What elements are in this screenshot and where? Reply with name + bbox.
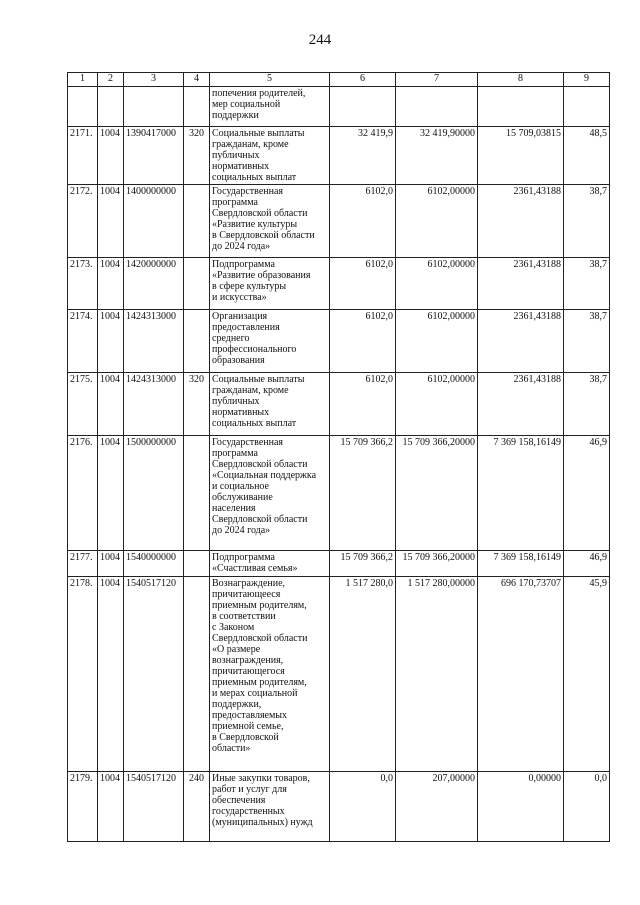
execution-percent: 46,9 bbox=[564, 436, 610, 551]
row-number: 2175. bbox=[68, 373, 98, 436]
approved-amount: 15 709 366,2 bbox=[330, 436, 396, 551]
row-number: 2171. bbox=[68, 127, 98, 185]
table-row bbox=[68, 185, 610, 258]
execution-percent: 38,7 bbox=[564, 185, 610, 258]
item-name: Подпрограмма «Счастливая семья» bbox=[210, 551, 330, 577]
column-header: 4 bbox=[184, 73, 210, 87]
expense-type-code bbox=[184, 551, 210, 577]
budget-assignment: 6102,00000 bbox=[396, 258, 478, 310]
executed-amount: 2361,43188 bbox=[478, 310, 564, 373]
item-name: Иные закупки товаров, работ и услуг для обеспечения государственных (муниципальных) нужд bbox=[210, 772, 330, 842]
budget-assignment: 6102,00000 bbox=[396, 373, 478, 436]
executed-amount: 2361,43188 bbox=[478, 373, 564, 436]
executed-amount: 2361,43188 bbox=[478, 258, 564, 310]
target-article-code: 1400000000 bbox=[124, 185, 184, 258]
table-row bbox=[68, 258, 610, 310]
expense-type-code bbox=[184, 310, 210, 373]
column-header: 3 bbox=[124, 73, 184, 87]
budget-assignment: 6102,00000 bbox=[396, 310, 478, 373]
expense-type-code: 240 bbox=[184, 772, 210, 842]
row-number: 2172. bbox=[68, 185, 98, 258]
budget-table bbox=[67, 72, 610, 842]
section-code: 1004 bbox=[98, 373, 124, 436]
execution-percent: 46,9 bbox=[564, 551, 610, 577]
expense-type-code bbox=[184, 258, 210, 310]
approved-amount: 15 709 366,2 bbox=[330, 551, 396, 577]
executed-amount bbox=[478, 87, 564, 127]
item-name: попечения родителей, мер социальной поддержки bbox=[210, 87, 330, 127]
column-header: 8 bbox=[478, 73, 564, 87]
expense-type-code: 320 bbox=[184, 127, 210, 185]
row-number: 2174. bbox=[68, 310, 98, 373]
executed-amount: 7 369 158,16149 bbox=[478, 436, 564, 551]
section-code: 1004 bbox=[98, 310, 124, 373]
budget-assignment: 6102,00000 bbox=[396, 185, 478, 258]
item-name: Государственная программа Свердловской области «Социальная поддержка и социальное обслуживание населения Свердловской области до 2024 года» bbox=[210, 436, 330, 551]
table-row bbox=[68, 436, 610, 551]
expense-type-code bbox=[184, 87, 210, 127]
approved-amount: 0,0 bbox=[330, 772, 396, 842]
row-number: 2173. bbox=[68, 258, 98, 310]
table-row bbox=[68, 310, 610, 373]
approved-amount: 6102,0 bbox=[330, 185, 396, 258]
target-article-code: 1420000000 bbox=[124, 258, 184, 310]
target-article-code: 1500000000 bbox=[124, 436, 184, 551]
expense-type-code bbox=[184, 185, 210, 258]
row-number: 2178. bbox=[68, 577, 98, 772]
section-code: 1004 bbox=[98, 436, 124, 551]
table-row bbox=[68, 577, 610, 772]
header-row bbox=[68, 73, 610, 87]
row-number: 2176. bbox=[68, 436, 98, 551]
section-code: 1004 bbox=[98, 577, 124, 772]
column-header: 7 bbox=[396, 73, 478, 87]
approved-amount: 32 419,9 bbox=[330, 127, 396, 185]
budget-assignment: 15 709 366,20000 bbox=[396, 436, 478, 551]
section-code: 1004 bbox=[98, 772, 124, 842]
table-row bbox=[68, 127, 610, 185]
section-code bbox=[98, 87, 124, 127]
target-article-code: 1390417000 bbox=[124, 127, 184, 185]
table-row bbox=[68, 87, 610, 127]
budget-assignment: 207,00000 bbox=[396, 772, 478, 842]
page-number: 244 bbox=[308, 32, 332, 48]
execution-percent: 0,0 bbox=[564, 772, 610, 842]
section-code: 1004 bbox=[98, 127, 124, 185]
section-code: 1004 bbox=[98, 258, 124, 310]
execution-percent: 38,7 bbox=[564, 373, 610, 436]
execution-percent: 38,7 bbox=[564, 258, 610, 310]
column-header: 9 bbox=[564, 73, 610, 87]
target-article-code: 1424313000 bbox=[124, 310, 184, 373]
table-row bbox=[68, 772, 610, 842]
row-number: 2177. bbox=[68, 551, 98, 577]
column-header: 2 bbox=[98, 73, 124, 87]
target-article-code: 1540517120 bbox=[124, 577, 184, 772]
approved-amount: 6102,0 bbox=[330, 310, 396, 373]
approved-amount: 6102,0 bbox=[330, 373, 396, 436]
executed-amount: 2361,43188 bbox=[478, 185, 564, 258]
approved-amount bbox=[330, 87, 396, 127]
section-code: 1004 bbox=[98, 551, 124, 577]
target-article-code: 1540000000 bbox=[124, 551, 184, 577]
section-code: 1004 bbox=[98, 185, 124, 258]
execution-percent: 48,5 bbox=[564, 127, 610, 185]
execution-percent: 38,7 bbox=[564, 310, 610, 373]
target-article-code: 1540517120 bbox=[124, 772, 184, 842]
executed-amount: 0,00000 bbox=[478, 772, 564, 842]
approved-amount: 6102,0 bbox=[330, 258, 396, 310]
target-article-code bbox=[124, 87, 184, 127]
budget-assignment: 15 709 366,20000 bbox=[396, 551, 478, 577]
table-row bbox=[68, 373, 610, 436]
column-header: 5 bbox=[210, 73, 330, 87]
column-header: 6 bbox=[330, 73, 396, 87]
execution-percent bbox=[564, 87, 610, 127]
execution-percent: 45,9 bbox=[564, 577, 610, 772]
expense-type-code bbox=[184, 436, 210, 551]
item-name: Вознаграждение, причитающееся приемным родителям, в соответствии с Законом Свердловской области «О размере вознаграждения, причитающегося приемным родителям, и мерах социальной поддержки, предоставляемых приемной семье, в Свердловской области» bbox=[210, 577, 330, 772]
expense-type-code bbox=[184, 577, 210, 772]
approved-amount: 1 517 280,0 bbox=[330, 577, 396, 772]
item-name: Социальные выплаты гражданам, кроме публичных нормативных социальных выплат bbox=[210, 373, 330, 436]
executed-amount: 7 369 158,16149 bbox=[478, 551, 564, 577]
budget-assignment bbox=[396, 87, 478, 127]
table-row bbox=[68, 551, 610, 577]
item-name: Подпрограмма «Развитие образования в сфере культуры и искусства» bbox=[210, 258, 330, 310]
budget-assignment: 32 419,90000 bbox=[396, 127, 478, 185]
item-name: Организация предоставления среднего профессионального образования bbox=[210, 310, 330, 373]
column-header: 1 bbox=[68, 73, 98, 87]
target-article-code: 1424313000 bbox=[124, 373, 184, 436]
row-number: 2179. bbox=[68, 772, 98, 842]
expense-type-code: 320 bbox=[184, 373, 210, 436]
item-name: Социальные выплаты гражданам, кроме публичных нормативных социальных выплат bbox=[210, 127, 330, 185]
executed-amount: 696 170,73707 bbox=[478, 577, 564, 772]
executed-amount: 15 709,03815 bbox=[478, 127, 564, 185]
row-number bbox=[68, 87, 98, 127]
budget-assignment: 1 517 280,00000 bbox=[396, 577, 478, 772]
item-name: Государственная программа Свердловской области «Развитие культуры в Свердловской области до 2024 года» bbox=[210, 185, 330, 258]
